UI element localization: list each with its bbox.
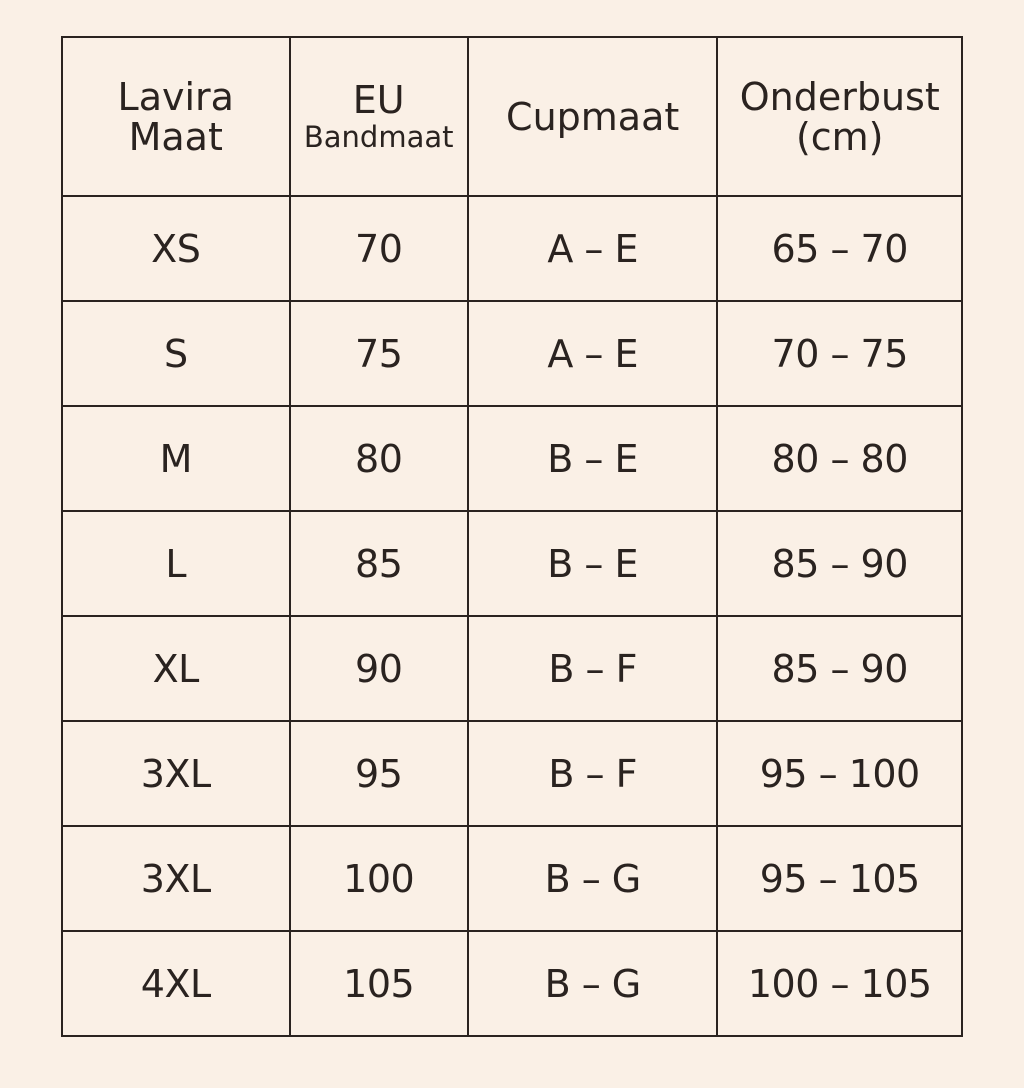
cell-cup-size: A – E bbox=[468, 301, 718, 406]
cell-cup-size: B – F bbox=[468, 721, 718, 826]
cell-underbust: 95 – 105 bbox=[717, 826, 962, 931]
cell-lavira-size: XS bbox=[62, 196, 290, 301]
header-cup-size-line1: Cupmaat bbox=[506, 94, 680, 139]
size-chart-table bbox=[61, 36, 963, 1037]
table-row bbox=[62, 511, 962, 616]
cell-lavira-size: XL bbox=[62, 616, 290, 721]
table-row bbox=[62, 721, 962, 826]
header-lavira-size-line2: Maat bbox=[128, 114, 223, 159]
header-eu-band-size-line1: EU bbox=[352, 77, 405, 122]
cell-underbust: 70 – 75 bbox=[717, 301, 962, 406]
table-row bbox=[62, 406, 962, 511]
cell-band-size: 75 bbox=[290, 301, 468, 406]
header-underbust-line1: Onderbust bbox=[739, 74, 940, 119]
cell-underbust: 100 – 105 bbox=[717, 931, 962, 1036]
cell-band-size: 70 bbox=[290, 196, 468, 301]
cell-cup-size: B – E bbox=[468, 511, 718, 616]
cell-underbust: 85 – 90 bbox=[717, 616, 962, 721]
cell-cup-size: B – G bbox=[468, 931, 718, 1036]
cell-band-size: 95 bbox=[290, 721, 468, 826]
table-row bbox=[62, 826, 962, 931]
header-underbust-line2: (cm) bbox=[795, 114, 884, 159]
table-header bbox=[62, 37, 962, 196]
header-eu-band-size bbox=[290, 37, 468, 196]
cell-underbust: 95 – 100 bbox=[717, 721, 962, 826]
cell-underbust: 85 – 90 bbox=[717, 511, 962, 616]
cell-band-size: 80 bbox=[290, 406, 468, 511]
cell-cup-size: A – E bbox=[468, 196, 718, 301]
table-row bbox=[62, 301, 962, 406]
cell-band-size: 105 bbox=[290, 931, 468, 1036]
cell-band-size: 100 bbox=[290, 826, 468, 931]
header-lavira-size bbox=[62, 37, 290, 196]
cell-lavira-size: 4XL bbox=[62, 931, 290, 1036]
header-cup-size bbox=[468, 37, 718, 196]
cell-lavira-size: 3XL bbox=[62, 826, 290, 931]
header-lavira-size-line1: Lavira bbox=[117, 74, 234, 119]
table-body bbox=[62, 196, 962, 1036]
cell-lavira-size: L bbox=[62, 511, 290, 616]
cell-cup-size: B – G bbox=[468, 826, 718, 931]
header-eu-band-size-line2: Bandmaat bbox=[303, 119, 454, 154]
table-row bbox=[62, 196, 962, 301]
cell-band-size: 90 bbox=[290, 616, 468, 721]
cell-lavira-size: S bbox=[62, 301, 290, 406]
cell-cup-size: B – F bbox=[468, 616, 718, 721]
cell-band-size: 85 bbox=[290, 511, 468, 616]
cell-lavira-size: M bbox=[62, 406, 290, 511]
cell-lavira-size: 3XL bbox=[62, 721, 290, 826]
cell-cup-size: B – E bbox=[468, 406, 718, 511]
header-underbust bbox=[717, 37, 962, 196]
header-row bbox=[62, 37, 962, 196]
cell-underbust: 65 – 70 bbox=[717, 196, 962, 301]
table-row bbox=[62, 616, 962, 721]
cell-underbust: 80 – 80 bbox=[717, 406, 962, 511]
table-row bbox=[62, 931, 962, 1036]
